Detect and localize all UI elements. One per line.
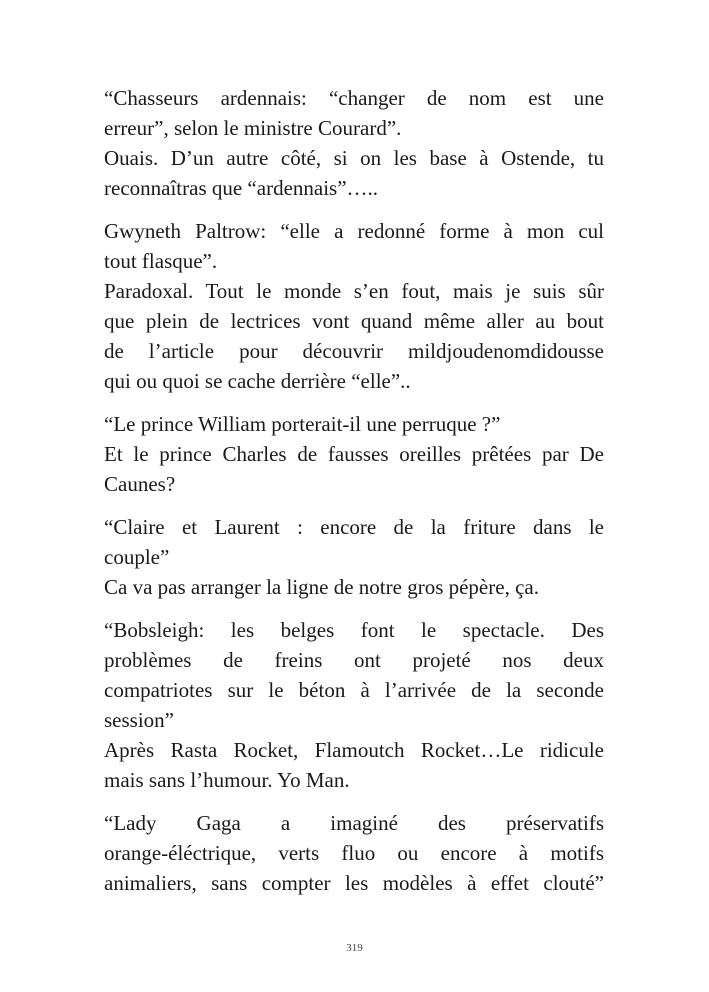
page-number: 319 xyxy=(346,942,363,954)
news-entry xyxy=(104,83,604,203)
text-line: erreur”, selon le ministre Courard”. xyxy=(104,116,402,140)
text-line: “Claire et Laurent : encore de la friture dans le xyxy=(104,515,604,539)
text-line: qui ou quoi se cache derrière “elle”.. xyxy=(104,369,411,393)
text-line: “Lady Gaga a imaginé des préservatifs xyxy=(104,811,604,835)
text-line: “Chasseurs ardennais: “changer de nom est une xyxy=(104,86,604,110)
page-body xyxy=(104,83,604,911)
text-line: Paradoxal. Tout le monde s’en fout, mais je suis sûr xyxy=(104,279,604,303)
news-entry xyxy=(104,409,604,499)
text-line: Après Rasta Rocket, Flamoutch Rocket…Le ridicule xyxy=(104,738,604,762)
news-entry xyxy=(104,512,604,602)
text-line: Et le prince Charles de fausses oreilles prêtées par De xyxy=(104,442,604,466)
text-line: session” xyxy=(104,708,174,732)
text-line: que plein de lectrices vont quand même aller au bout xyxy=(104,309,604,333)
text-line: Caunes? xyxy=(104,472,176,496)
text-line: compatriotes sur le béton à l’arrivée de la seconde xyxy=(104,678,604,702)
text-line: couple” xyxy=(104,545,170,569)
text-line: problèmes de freins ont projeté nos deux xyxy=(104,648,604,672)
text-line: orange-éléctrique, verts fluo ou encore à motifs xyxy=(104,841,604,865)
text-line: animaliers, sans compter les modèles à effet clouté” xyxy=(104,871,604,895)
text-line: de l’article pour découvrir mildjoudenomdidousse xyxy=(104,339,604,363)
text-line: “Bobsleigh: les belges font le spectacle. Des xyxy=(104,618,604,642)
text-line: “Le prince William porterait-il une perruque ?” xyxy=(104,412,501,436)
news-entry xyxy=(104,216,604,396)
text-line: Gwyneth Paltrow: “elle a redonné forme à mon cul xyxy=(104,219,604,243)
text-line: Ca va pas arranger la ligne de notre gros pépère, ça. xyxy=(104,575,539,599)
news-entry xyxy=(104,615,604,795)
text-line: Ouais. D’un autre côté, si on les base à Ostende, tu xyxy=(104,146,604,170)
text-line: tout flasque”. xyxy=(104,249,218,273)
news-entry xyxy=(104,808,604,898)
text-line: mais sans l’humour. Yo Man. xyxy=(104,768,350,792)
text-line: reconnaîtras que “ardennais”….. xyxy=(104,176,379,200)
